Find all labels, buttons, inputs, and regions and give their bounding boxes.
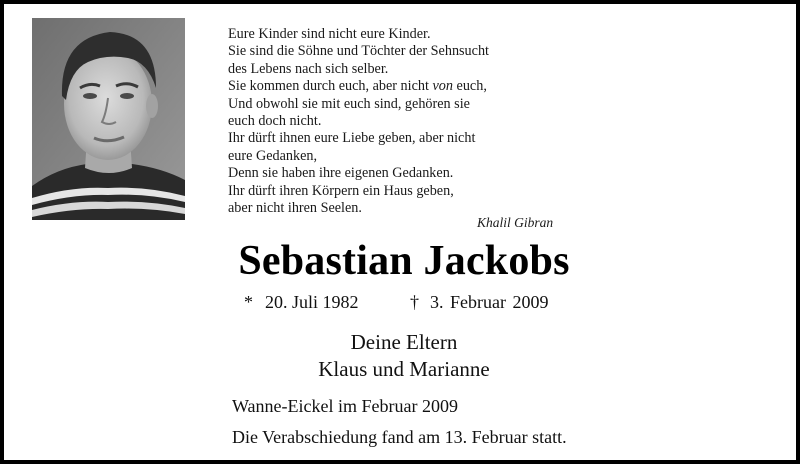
signatories bbox=[4, 329, 800, 383]
portrait-photo bbox=[32, 18, 185, 220]
poem-line: aber nicht ihren Seelen. bbox=[228, 200, 362, 217]
birth-star-icon: * bbox=[244, 292, 253, 312]
poem-text bbox=[228, 26, 608, 217]
poem-line: Und obwohl sie mit euch sind, gehören sie bbox=[228, 95, 470, 112]
birth-date: 20. Juli 1982 bbox=[265, 292, 359, 312]
poem-author: Khalil Gibran bbox=[477, 215, 554, 230]
place-date: Wanne-Eickel im Februar 2009 bbox=[232, 396, 458, 416]
poem-line: Sie sind die Söhne und Töchter der Sehnsucht bbox=[228, 43, 489, 60]
poem-line: des Lebens nach sich selber. bbox=[228, 60, 389, 77]
poem-line bbox=[228, 78, 608, 95]
poem-line: Ihr dürft ihren Körpern ein Haus geben, bbox=[228, 182, 454, 199]
poem-line: Eure Kinder sind nicht eure Kinder. bbox=[228, 26, 431, 42]
death-cross-icon: † bbox=[410, 292, 419, 312]
signatories-names: Klaus und Marianne bbox=[318, 357, 490, 381]
poem-line: euch doch nicht. bbox=[228, 113, 322, 130]
poem-line: Ihr dürft ihnen eure Liebe geben, aber nicht bbox=[228, 130, 476, 147]
signatories-line: Deine Eltern bbox=[350, 330, 458, 354]
poem-line-part: Sie kommen durch euch, aber nicht bbox=[228, 78, 433, 95]
farewell-note: Die Verabschiedung fand am 13. Februar statt. bbox=[232, 427, 567, 447]
poem-line: eure Gedanken, bbox=[228, 147, 318, 164]
poem-line: Denn sie haben ihre eigenen Gedanken. bbox=[228, 165, 454, 182]
poem-line-part: euch, bbox=[452, 78, 487, 95]
death-date: 3. Februar 2009 bbox=[430, 292, 549, 312]
poem-emphasis: von bbox=[432, 78, 453, 95]
deceased-name: Sebastian Jackobs bbox=[238, 238, 570, 284]
